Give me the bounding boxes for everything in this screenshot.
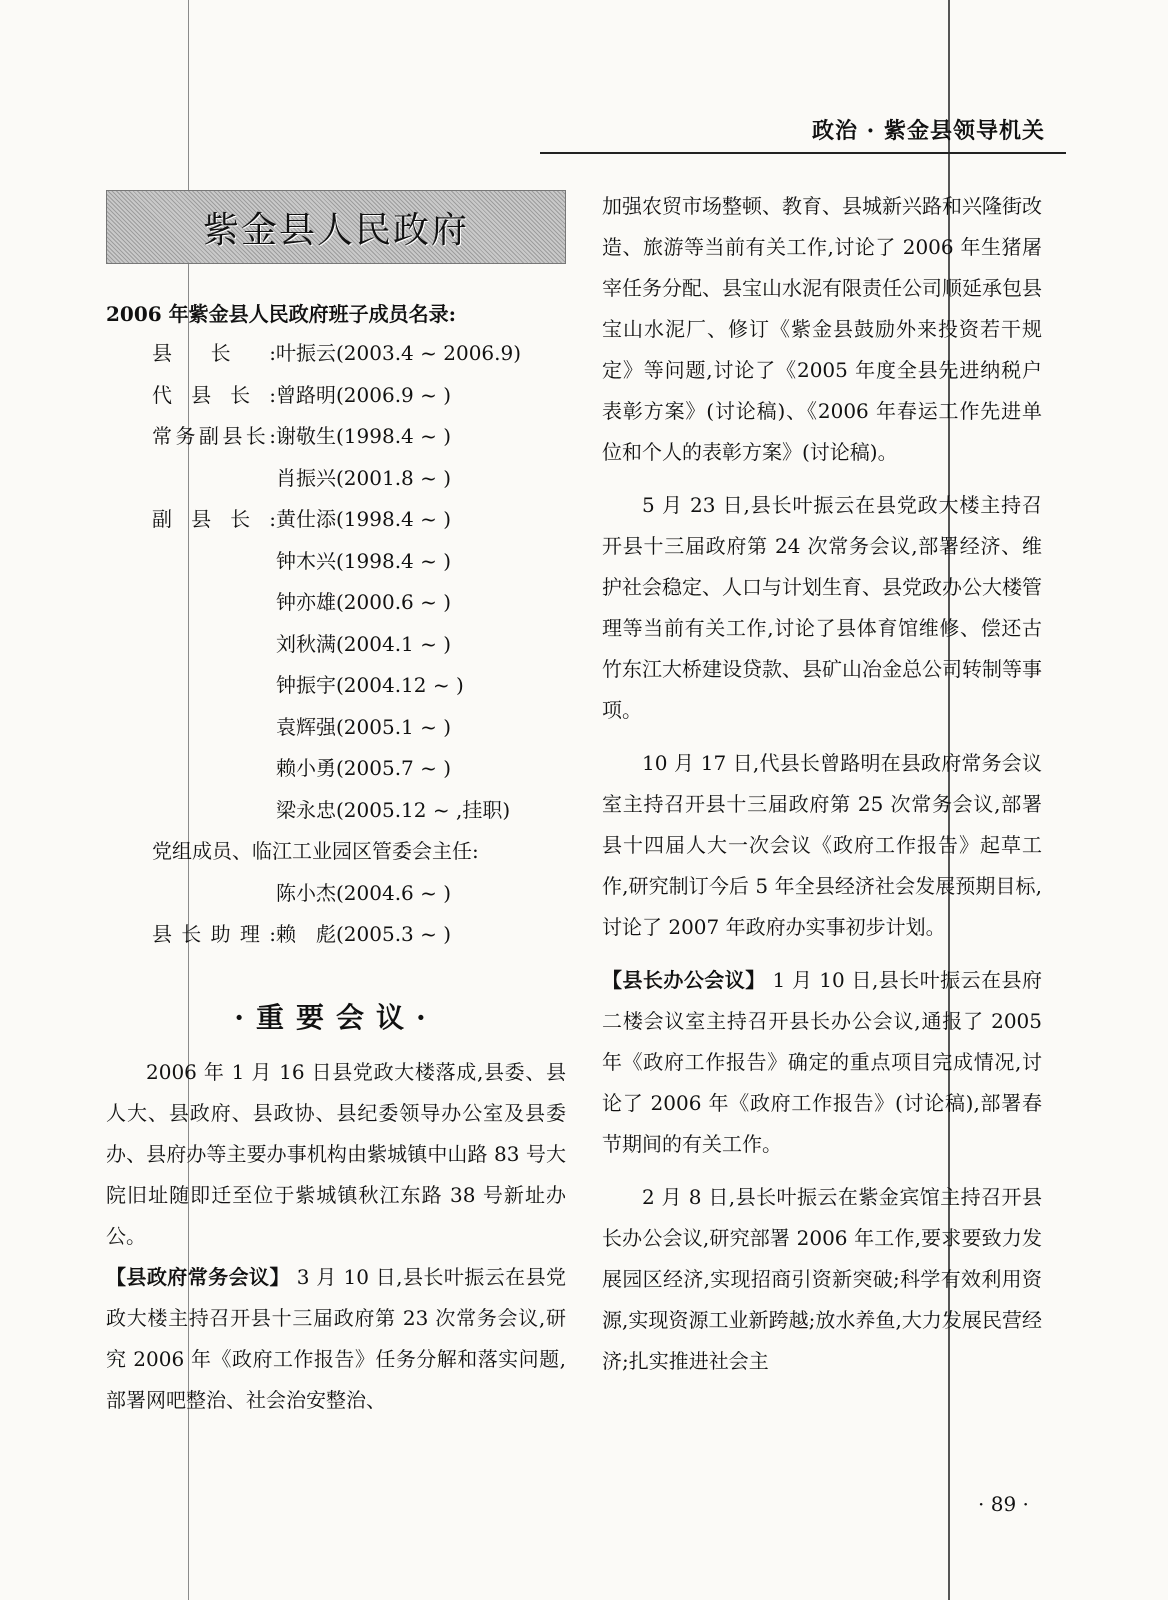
roster-row bbox=[106, 416, 566, 458]
roster-role: 代县长: bbox=[152, 382, 276, 407]
roster-name: 钟亦雄(2000.6 ~ ) bbox=[276, 590, 452, 614]
header-rule bbox=[540, 152, 1066, 154]
body-paragraph: 5 月 23 日,县长叶振云在县党政大楼主持召开县十三届政府第 24 次常务会议,部署经济、维护社会稳定、人口与计划生育、县党政办公大楼管理等当前有关工作,讨论了县体育馆维修、偿还古竹东江大桥建设贷款、县矿山冶金总公司转制等事项。 bbox=[602, 493, 1042, 722]
roster-row bbox=[106, 831, 566, 873]
roster-name: 肖振兴(2001.8 ~ ) bbox=[276, 465, 452, 490]
roster-row bbox=[106, 790, 566, 832]
roster-role: 副县长: bbox=[152, 507, 276, 531]
paragraph-label: 【县长办公会议】 bbox=[602, 968, 766, 992]
roster-name: 刘秋满(2004.1 ~ ) bbox=[276, 631, 452, 656]
roster-role: 常务副县长: bbox=[152, 424, 276, 448]
roster-name: 黄仕添(1998.4 ~ ) bbox=[276, 507, 452, 531]
roster-name: 赖小勇(2005.7 ~ ) bbox=[276, 756, 452, 780]
roster-row bbox=[106, 458, 566, 500]
roster-row bbox=[106, 541, 566, 583]
roster-name: 赖 彪(2005.3 ~ ) bbox=[276, 922, 452, 946]
left-column bbox=[106, 190, 566, 1421]
body-paragraph bbox=[602, 960, 1042, 1165]
roster-name: 曾路明(2006.9 ~ ) bbox=[276, 382, 452, 407]
roster-list bbox=[106, 333, 566, 956]
body-paragraph: 10 月 17 日,代县长曾路明在县政府常务会议室主持召开县十三届政府第 25 次常务会议,部署县十四届人大一次会议《政府工作报告》起草工作,研究制订今后 5 年全县经济社会发展预期目标,讨论了 2007 年政府办实事初步计划。 bbox=[602, 751, 1042, 939]
roster-row bbox=[106, 582, 566, 624]
body-paragraph: 2006 年 1 月 16 日县党政大楼落成,县委、县人大、县政府、县政协、县纪委领导办公室及县委办、县府办等主要办事机构由紫城镇中山路 83 号大院旧址随即迁至位于紫城镇秋江东路 38 号新址办公。 bbox=[106, 1059, 566, 1248]
body-paragraph: 加强农贸市场整顿、教育、县城新兴路和兴隆街改造、旅游等当前有关工作,讨论了 2006 年生猪屠宰任务分配、县宝山水泥有限责任公司顺延承包县宝山水泥厂、修订《紫金县鼓励外来投资若干规定》等问题,讨论了《2005 年度全县先进纳税户表彰方案》(讨论稿)、《2006 年春运工作先进单位和个人的表彰方案》(讨论稿)。 bbox=[602, 194, 1042, 464]
roster-row bbox=[106, 375, 566, 417]
page-number: · 89 · bbox=[978, 1492, 1029, 1516]
roster-row bbox=[106, 333, 566, 375]
roster-role: 县长: bbox=[152, 341, 276, 365]
roster-row bbox=[106, 873, 566, 915]
paragraph-label: 【县政府常务会议】 bbox=[106, 1264, 290, 1289]
roster-row bbox=[106, 499, 566, 541]
roster-name: 叶振云(2003.4 ~ 2006.9) bbox=[276, 341, 522, 365]
page-title: 紫金县人民政府 bbox=[202, 209, 469, 251]
section-heading: ·重要会议· bbox=[234, 1000, 438, 1034]
roster-name: 钟振宇(2004.12 ~ ) bbox=[276, 673, 464, 697]
roster-name: 钟木兴(1998.4 ~ ) bbox=[276, 548, 452, 573]
running-header: 政治 · 紫金县领导机关 bbox=[812, 118, 1045, 144]
roster-name: 袁辉强(2005.1 ~ ) bbox=[276, 714, 452, 739]
roster-row bbox=[106, 748, 566, 790]
roster-name: 陈小杰(2004.6 ~ ) bbox=[276, 880, 452, 905]
body-paragraph: 2 月 8 日,县长叶振云在紫金宾馆主持召开县长办公会议,研究部署 2006 年工作,要求要致力发展园区经济,实现招商引资新突破;科学有效利用资源,实现资源工业新跨越;放水养鱼,大力发展民营经济;扎实推进社会主 bbox=[602, 1185, 1042, 1373]
roster-row bbox=[106, 665, 566, 707]
roster-heading: 2006 年紫金县人民政府班子成员名录: bbox=[106, 302, 457, 326]
paragraph-text: 1 月 10 日,县长叶振云在县府二楼会议室主持召开县长办公会议,通报了 2005 年《政府工作报告》确定的重点项目完成情况,讨论了 2006 年《政府工作报告》(讨论稿),部署春节期间的有关工作。 bbox=[602, 968, 1043, 1156]
roster-role: 党组成员、临江工业园区管委会主任: bbox=[152, 839, 479, 863]
roster-row bbox=[106, 707, 566, 749]
paragraph-text: 3 月 10 日,县长叶振云在县党政大楼主持召开县十三届政府第 23 次常务会议,研究 2006 年《政府工作报告》任务分解和落实问题,部署网吧整治、社会治安整治、 bbox=[106, 1264, 567, 1412]
roster-name: 梁永忠(2005.12 ~ ,挂职) bbox=[276, 797, 511, 822]
roster-name: 谢敬生(1998.4 ~ ) bbox=[276, 424, 452, 448]
roster-role: 县长助理: bbox=[152, 922, 276, 946]
body-paragraph bbox=[106, 1257, 566, 1421]
section-title-box bbox=[106, 190, 566, 264]
right-column bbox=[602, 186, 1042, 1382]
roster-row bbox=[106, 624, 566, 666]
roster-row bbox=[106, 914, 566, 956]
